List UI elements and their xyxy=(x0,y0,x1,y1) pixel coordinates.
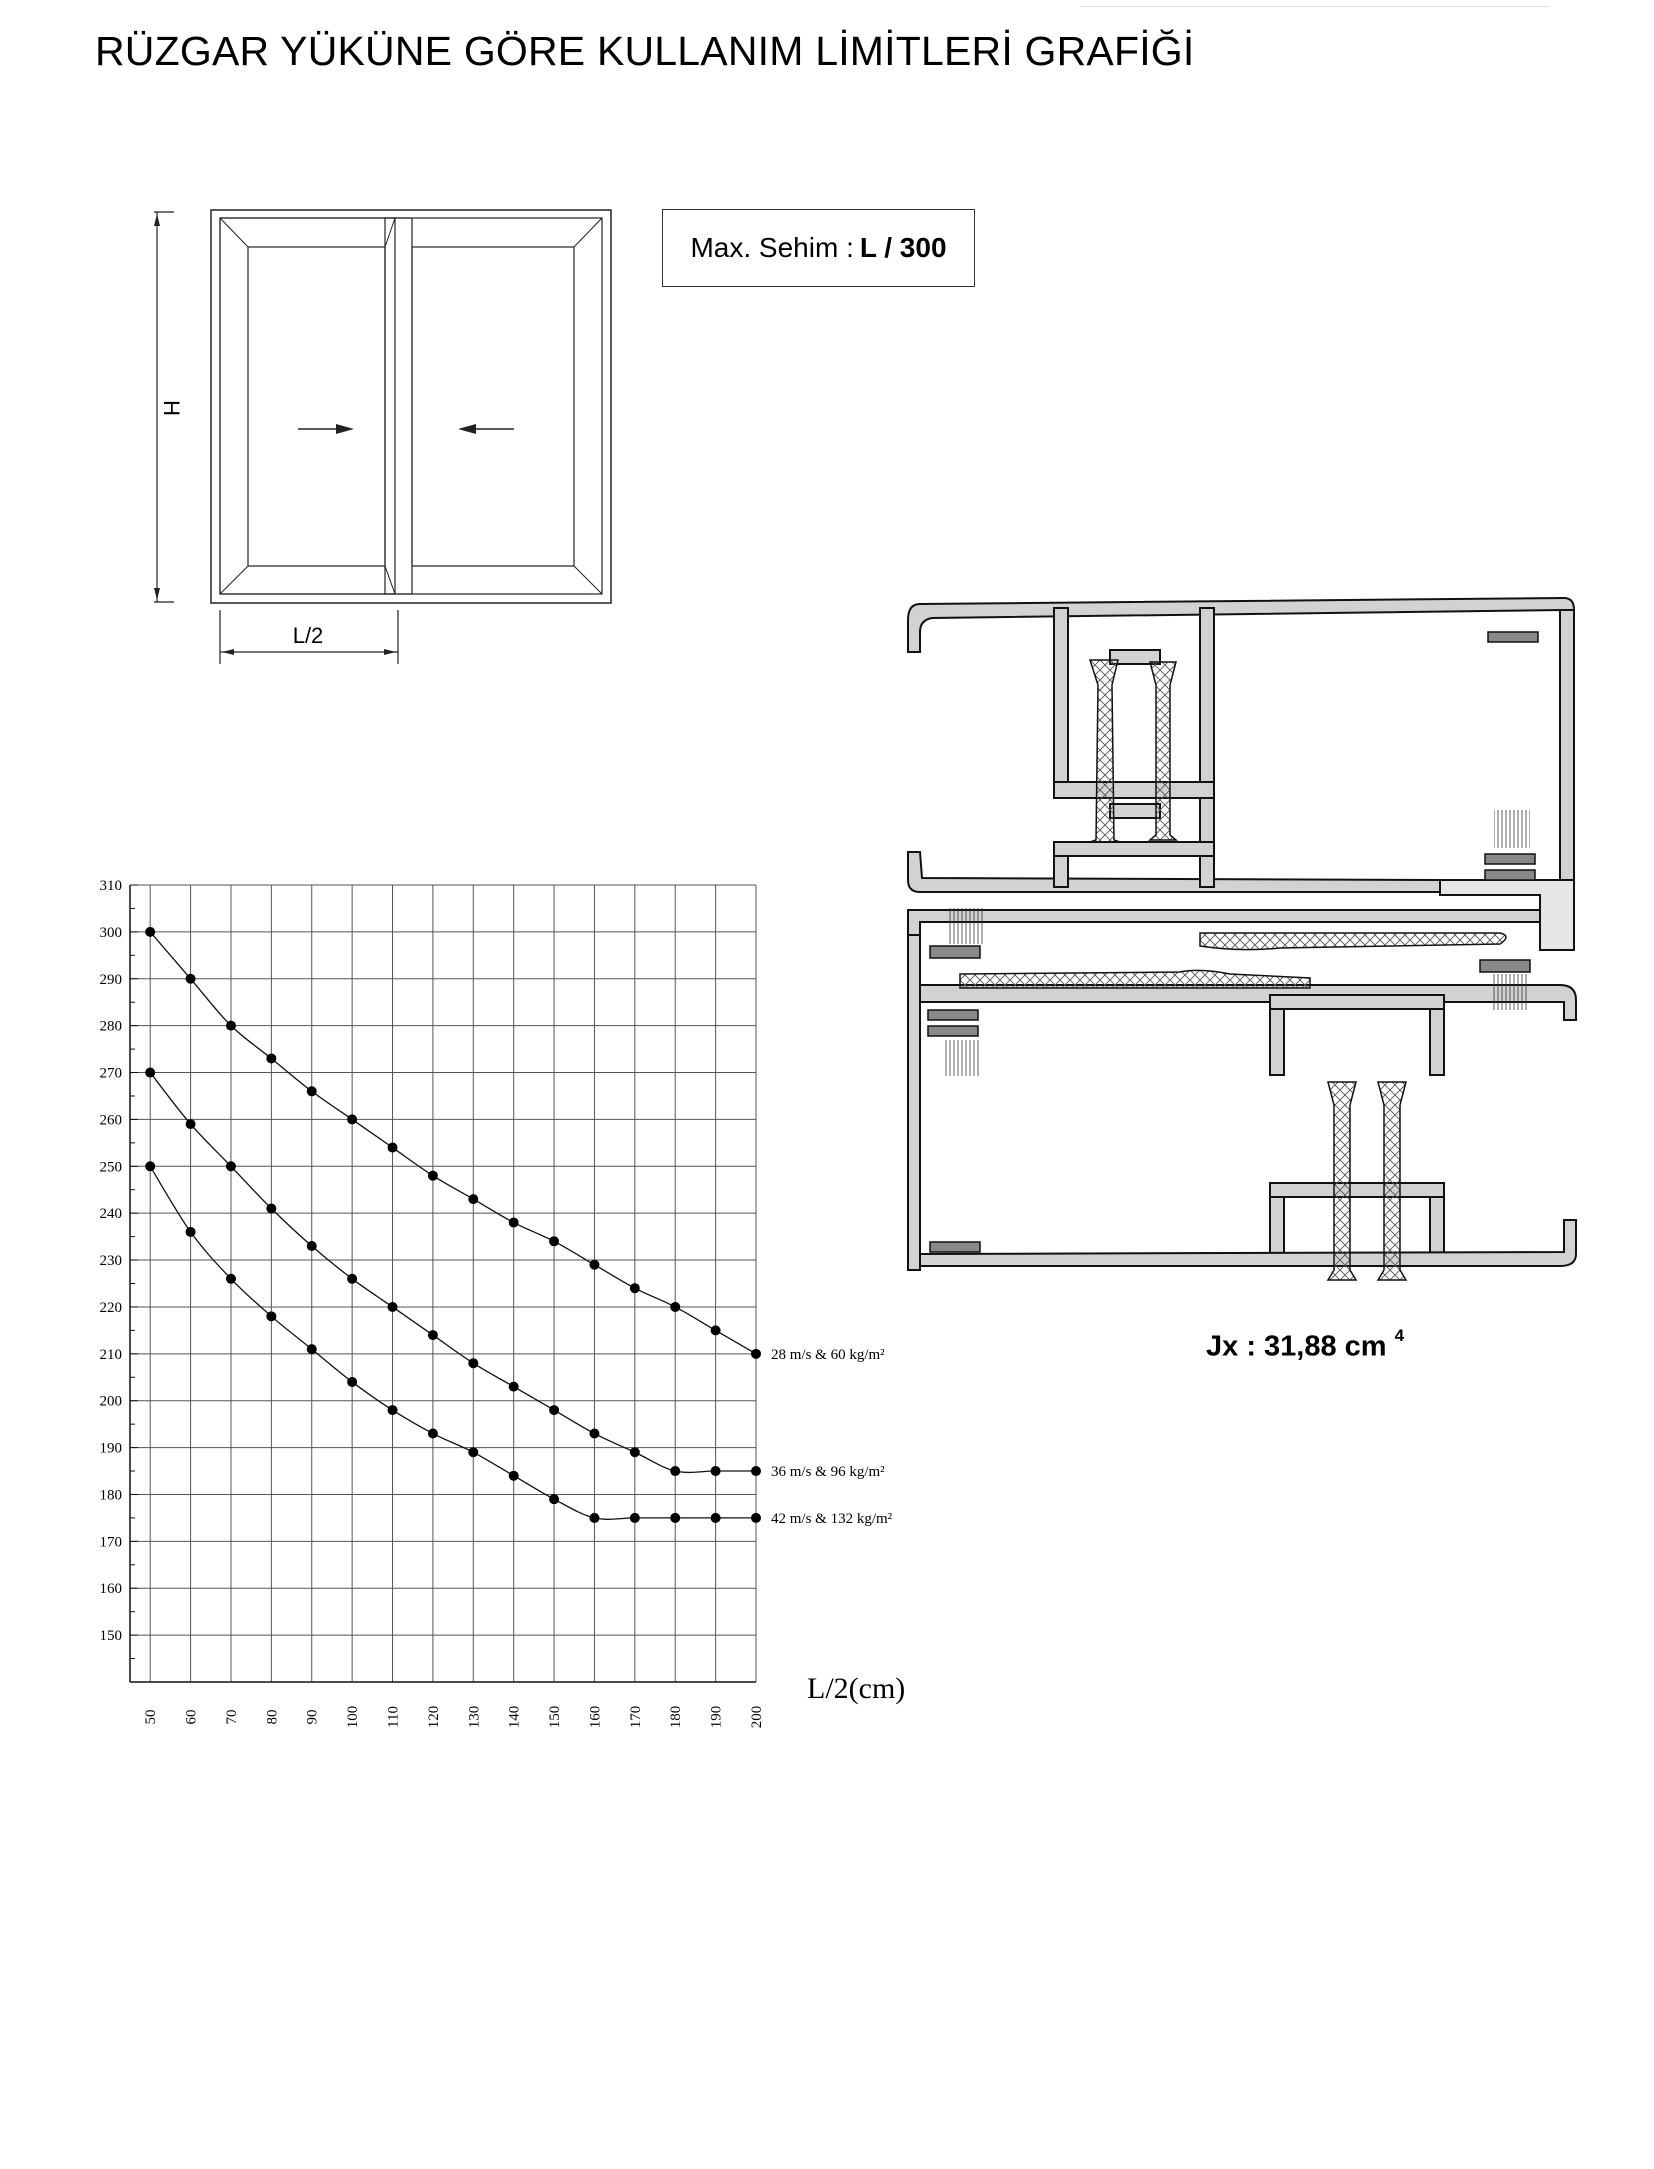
inertia-label xyxy=(1206,1326,1405,1364)
data-point xyxy=(186,974,196,984)
y-tick-labels xyxy=(100,878,123,1644)
data-point xyxy=(509,1471,519,1481)
data-point xyxy=(468,1358,478,1368)
data-point xyxy=(388,1405,398,1415)
data-point xyxy=(630,1447,640,1457)
inertia-text: Jx : 31,88 cm xyxy=(1206,1330,1387,1363)
y-tick-label: 230 xyxy=(99,1253,122,1270)
max-deflection-value: L / 300 xyxy=(859,232,947,263)
data-point xyxy=(347,1274,357,1284)
x-tick-label: 130 xyxy=(466,1705,483,1729)
y-tick-label: 170 xyxy=(99,1534,122,1551)
data-point xyxy=(428,1330,438,1340)
chart-series xyxy=(145,927,892,1527)
y-tick-label: 260 xyxy=(99,1112,122,1129)
chart-axes xyxy=(130,885,756,1682)
data-point xyxy=(751,1349,761,1359)
y-tick-label: 250 xyxy=(99,1159,122,1176)
x-tick-label: 50 xyxy=(143,1709,160,1725)
header-rule xyxy=(1080,0,1550,7)
x-tick-label: 90 xyxy=(304,1709,321,1725)
y-tick-label: 200 xyxy=(99,1393,122,1410)
data-point xyxy=(468,1447,478,1457)
wind-load-chart xyxy=(0,860,1000,1760)
x-tick-labels xyxy=(143,1706,765,1729)
data-point xyxy=(549,1236,559,1246)
data-point xyxy=(751,1513,761,1523)
data-point xyxy=(145,927,155,937)
x-tick-label: 150 xyxy=(547,1705,564,1729)
data-point xyxy=(266,1203,276,1213)
data-point xyxy=(589,1429,599,1439)
data-point xyxy=(589,1513,599,1523)
data-point xyxy=(751,1466,761,1476)
y-tick-label: 180 xyxy=(99,1487,122,1504)
data-point xyxy=(307,1344,317,1354)
y-tick-label: 160 xyxy=(99,1581,122,1598)
y-tick-label: 220 xyxy=(99,1299,122,1316)
width-label: L/2 xyxy=(292,623,324,648)
height-label: H xyxy=(159,400,184,416)
data-point xyxy=(428,1171,438,1181)
data-point xyxy=(388,1143,398,1153)
x-tick-label: 110 xyxy=(385,1706,402,1728)
data-point xyxy=(307,1241,317,1251)
chart-grid xyxy=(130,885,756,1682)
y-tick-label: 300 xyxy=(99,924,122,941)
x-tick-label: 80 xyxy=(264,1709,281,1725)
data-point xyxy=(388,1302,398,1312)
data-point xyxy=(670,1466,680,1476)
x-tick-label: 190 xyxy=(708,1705,725,1729)
data-point xyxy=(711,1513,721,1523)
series-label: 36 m/s & 96 kg/m² xyxy=(771,1464,885,1481)
data-point xyxy=(347,1114,357,1124)
data-point xyxy=(711,1466,721,1476)
x-tick-label: 140 xyxy=(506,1705,523,1729)
data-point xyxy=(266,1311,276,1321)
inertia-exponent: 4 xyxy=(1394,1326,1405,1345)
series-line xyxy=(150,932,756,1354)
y-tick-label: 280 xyxy=(99,1018,122,1035)
y-tick-label: 310 xyxy=(99,878,122,894)
x-tick-label: 160 xyxy=(587,1705,604,1729)
data-point xyxy=(186,1119,196,1129)
max-deflection-label: Max. Sehim : xyxy=(690,232,854,263)
data-point xyxy=(226,1161,236,1171)
y-tick-label: 150 xyxy=(99,1628,122,1645)
data-point xyxy=(630,1513,640,1523)
data-point xyxy=(670,1302,680,1312)
data-point xyxy=(630,1283,640,1293)
series-label: 42 m/s & 132 kg/m² xyxy=(771,1510,893,1527)
data-point xyxy=(711,1325,721,1335)
x-tick-label: 180 xyxy=(668,1705,685,1729)
y-tick-label: 240 xyxy=(99,1206,122,1223)
data-point xyxy=(145,1068,155,1078)
data-point xyxy=(307,1086,317,1096)
data-point xyxy=(186,1227,196,1237)
data-point xyxy=(509,1218,519,1228)
data-point xyxy=(509,1382,519,1392)
series-label: 28 m/s & 60 kg/m² xyxy=(771,1346,885,1363)
y-tick-label: 210 xyxy=(99,1346,122,1363)
page-title: RÜZGAR YÜKÜNE GÖRE KULLANIM LİMİTLERİ GRAFİĞİ xyxy=(95,28,1195,74)
y-tick-label: 270 xyxy=(99,1065,122,1082)
data-point xyxy=(347,1377,357,1387)
data-point xyxy=(226,1021,236,1031)
y-tick-label: 190 xyxy=(99,1440,122,1457)
data-point xyxy=(589,1260,599,1270)
y-tick-label: 290 xyxy=(99,971,122,988)
profile-section-drawing xyxy=(900,590,1580,1310)
x-axis-unit-label: L/2(cm) xyxy=(807,1672,906,1705)
max-deflection-box xyxy=(662,209,975,287)
x-tick-label: 120 xyxy=(425,1705,442,1729)
data-point xyxy=(549,1494,559,1504)
data-point xyxy=(670,1513,680,1523)
data-point xyxy=(226,1274,236,1284)
data-point xyxy=(549,1405,559,1415)
window-diagram xyxy=(140,200,620,670)
data-point xyxy=(145,1161,155,1171)
data-point xyxy=(266,1053,276,1063)
x-tick-label: 200 xyxy=(749,1705,765,1729)
data-point xyxy=(468,1194,478,1204)
x-tick-label: 100 xyxy=(345,1705,362,1729)
series-line xyxy=(150,1166,756,1519)
series-line xyxy=(150,1073,756,1473)
x-tick-label: 170 xyxy=(627,1705,644,1729)
x-tick-label: 70 xyxy=(223,1709,240,1725)
data-point xyxy=(428,1429,438,1439)
x-tick-label: 60 xyxy=(183,1709,200,1725)
